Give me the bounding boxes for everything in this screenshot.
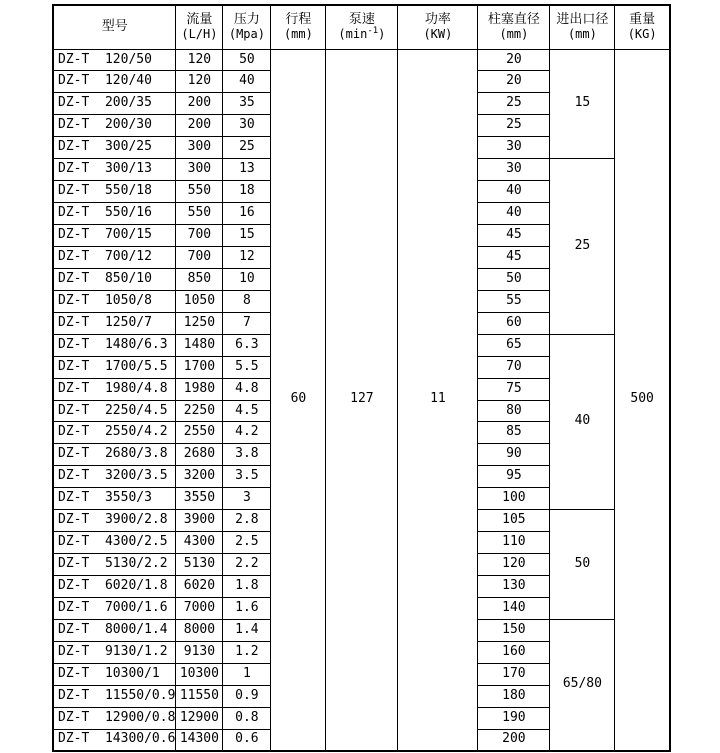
model-cell: DZ-T 1050/8 xyxy=(53,290,176,312)
model-cell: DZ-T 7000/1.6 xyxy=(53,597,176,619)
flow-cell: 3550 xyxy=(176,488,223,510)
plunger-diameter-cell: 20 xyxy=(478,71,550,93)
plunger-diameter-cell: 25 xyxy=(478,93,550,115)
header-pump-speed xyxy=(326,5,398,49)
model-cell: DZ-T 550/18 xyxy=(53,181,176,203)
flow-cell: 4300 xyxy=(176,532,223,554)
pressure-cell: 30 xyxy=(223,115,271,137)
flow-cell: 6020 xyxy=(176,576,223,598)
flow-cell: 300 xyxy=(176,137,223,159)
model-cell: DZ-T 14300/0.6 xyxy=(53,729,176,751)
pressure-cell: 1.6 xyxy=(223,597,271,619)
header-flow-label: 流量 xyxy=(186,11,213,27)
pump-speed-cell: 127 xyxy=(326,49,398,751)
model-cell: DZ-T 2550/4.2 xyxy=(53,422,176,444)
plunger-diameter-cell: 95 xyxy=(478,466,550,488)
model-cell: DZ-T 12900/0.8 xyxy=(53,707,176,729)
model-cell: DZ-T 200/35 xyxy=(53,93,176,115)
plunger-diameter-cell: 30 xyxy=(478,159,550,181)
plunger-diameter-cell: 200 xyxy=(478,729,550,751)
header-weight-unit: (KG) xyxy=(627,26,657,41)
plunger-diameter-cell: 30 xyxy=(478,137,550,159)
header-stroke-unit: (mm) xyxy=(283,26,313,41)
pressure-cell: 0.6 xyxy=(223,729,271,751)
model-cell: DZ-T 3550/3 xyxy=(53,488,176,510)
weight-cell: 500 xyxy=(615,49,670,751)
table-header xyxy=(53,5,670,49)
pump-speed-unit-exponent: -1 xyxy=(367,25,379,36)
plunger-diameter-cell: 40 xyxy=(478,181,550,203)
header-port-size-unit: (mm) xyxy=(567,26,597,41)
pressure-cell: 6.3 xyxy=(223,334,271,356)
plunger-diameter-cell: 65 xyxy=(478,334,550,356)
pressure-cell: 0.9 xyxy=(223,685,271,707)
pressure-cell: 15 xyxy=(223,225,271,247)
header-flow-unit: (L/H) xyxy=(181,26,218,41)
plunger-diameter-cell: 150 xyxy=(478,619,550,641)
model-cell: DZ-T 2250/4.5 xyxy=(53,400,176,422)
flow-cell: 9130 xyxy=(176,641,223,663)
flow-cell: 700 xyxy=(176,246,223,268)
flow-cell: 700 xyxy=(176,225,223,247)
model-cell: DZ-T 2680/3.8 xyxy=(53,444,176,466)
header-pump-speed-label: 泵速 xyxy=(348,11,375,27)
pressure-cell: 13 xyxy=(223,159,271,181)
plunger-diameter-cell: 90 xyxy=(478,444,550,466)
flow-cell: 1480 xyxy=(176,334,223,356)
pressure-cell: 1 xyxy=(223,663,271,685)
model-cell: DZ-T 850/10 xyxy=(53,268,176,290)
flow-cell: 1980 xyxy=(176,378,223,400)
pressure-cell: 3 xyxy=(223,488,271,510)
plunger-diameter-cell: 190 xyxy=(478,707,550,729)
pressure-cell: 0.8 xyxy=(223,707,271,729)
pressure-cell: 1.8 xyxy=(223,576,271,598)
model-cell: DZ-T 300/13 xyxy=(53,159,176,181)
model-cell: DZ-T 120/50 xyxy=(53,49,176,71)
flow-cell: 12900 xyxy=(176,707,223,729)
flow-cell: 200 xyxy=(176,115,223,137)
plunger-diameter-cell: 80 xyxy=(478,400,550,422)
flow-cell: 1700 xyxy=(176,356,223,378)
plunger-diameter-cell: 20 xyxy=(478,49,550,71)
pressure-cell: 10 xyxy=(223,268,271,290)
plunger-diameter-cell: 105 xyxy=(478,510,550,532)
flow-cell: 120 xyxy=(176,71,223,93)
flow-cell: 2250 xyxy=(176,400,223,422)
pressure-cell: 25 xyxy=(223,137,271,159)
header-port-size-label: 进出口径 xyxy=(556,11,609,27)
flow-cell: 14300 xyxy=(176,729,223,751)
flow-cell: 1250 xyxy=(176,312,223,334)
plunger-diameter-cell: 160 xyxy=(478,641,550,663)
stroke-cell: 60 xyxy=(271,49,326,751)
pressure-cell: 1.2 xyxy=(223,641,271,663)
plunger-diameter-cell: 170 xyxy=(478,663,550,685)
flow-cell: 850 xyxy=(176,268,223,290)
header-pressure-unit: (Mpa) xyxy=(228,26,265,41)
plunger-diameter-cell: 25 xyxy=(478,115,550,137)
flow-cell: 2550 xyxy=(176,422,223,444)
model-cell: DZ-T 700/15 xyxy=(53,225,176,247)
header-power-unit: (KW) xyxy=(423,26,453,41)
model-cell: DZ-T 1700/5.5 xyxy=(53,356,176,378)
pressure-cell: 4.2 xyxy=(223,422,271,444)
pressure-cell: 2.8 xyxy=(223,510,271,532)
plunger-diameter-cell: 40 xyxy=(478,203,550,225)
header-port-size xyxy=(550,5,615,49)
header-pressure-label: 压力 xyxy=(233,11,260,27)
header-plunger-diameter xyxy=(478,5,550,49)
plunger-diameter-cell: 60 xyxy=(478,312,550,334)
pressure-cell: 2.5 xyxy=(223,532,271,554)
model-cell: DZ-T 4300/2.5 xyxy=(53,532,176,554)
header-plunger-diameter-unit: (mm) xyxy=(499,26,529,41)
header-flow xyxy=(176,5,223,49)
header-stroke-label: 行程 xyxy=(285,11,312,27)
model-cell: DZ-T 550/16 xyxy=(53,203,176,225)
pressure-cell: 40 xyxy=(223,71,271,93)
model-cell: DZ-T 1980/4.8 xyxy=(53,378,176,400)
header-model xyxy=(53,5,176,49)
model-cell: DZ-T 6020/1.8 xyxy=(53,576,176,598)
port-size-cell: 65/80 xyxy=(550,619,615,751)
flow-cell: 120 xyxy=(176,49,223,71)
pressure-cell: 50 xyxy=(223,49,271,71)
plunger-diameter-cell: 85 xyxy=(478,422,550,444)
pressure-cell: 2.2 xyxy=(223,554,271,576)
header-weight-label: 重量 xyxy=(629,11,656,27)
table-row xyxy=(53,49,670,71)
plunger-diameter-cell: 75 xyxy=(478,378,550,400)
plunger-diameter-cell: 45 xyxy=(478,246,550,268)
plunger-diameter-cell: 100 xyxy=(478,488,550,510)
model-cell: DZ-T 200/30 xyxy=(53,115,176,137)
header-power-label: 功率 xyxy=(424,11,451,27)
pressure-cell: 3.8 xyxy=(223,444,271,466)
header-model-label: 型号 xyxy=(101,18,128,34)
model-cell: DZ-T 9130/1.2 xyxy=(53,641,176,663)
model-cell: DZ-T 3900/2.8 xyxy=(53,510,176,532)
flow-cell: 550 xyxy=(176,203,223,225)
plunger-diameter-cell: 55 xyxy=(478,290,550,312)
model-cell: DZ-T 5130/2.2 xyxy=(53,554,176,576)
model-cell: DZ-T 1480/6.3 xyxy=(53,334,176,356)
port-size-cell: 25 xyxy=(550,159,615,335)
header-stroke xyxy=(271,5,326,49)
model-cell: DZ-T 8000/1.4 xyxy=(53,619,176,641)
pressure-cell: 4.8 xyxy=(223,378,271,400)
power-cell: 11 xyxy=(398,49,478,751)
pressure-cell: 16 xyxy=(223,203,271,225)
pressure-cell: 8 xyxy=(223,290,271,312)
pressure-cell: 35 xyxy=(223,93,271,115)
flow-cell: 7000 xyxy=(176,597,223,619)
plunger-diameter-cell: 70 xyxy=(478,356,550,378)
port-size-cell: 15 xyxy=(550,49,615,159)
header-plunger-diameter-label: 柱塞直径 xyxy=(487,11,540,27)
model-cell: DZ-T 120/40 xyxy=(53,71,176,93)
model-cell: DZ-T 700/12 xyxy=(53,246,176,268)
pressure-cell: 1.4 xyxy=(223,619,271,641)
model-cell: DZ-T 10300/1 xyxy=(53,663,176,685)
flow-cell: 3200 xyxy=(176,466,223,488)
plunger-diameter-cell: 180 xyxy=(478,685,550,707)
header-pump-speed-unit xyxy=(326,25,397,42)
plunger-diameter-cell: 110 xyxy=(478,532,550,554)
plunger-diameter-cell: 130 xyxy=(478,576,550,598)
model-cell: DZ-T 3200/3.5 xyxy=(53,466,176,488)
header-power xyxy=(398,5,478,49)
flow-cell: 1050 xyxy=(176,290,223,312)
port-size-cell: 50 xyxy=(550,510,615,620)
plunger-diameter-cell: 50 xyxy=(478,268,550,290)
flow-cell: 550 xyxy=(176,181,223,203)
flow-cell: 2680 xyxy=(176,444,223,466)
port-size-cell: 40 xyxy=(550,334,615,510)
pump-speed-unit-prefix: (min xyxy=(338,26,368,41)
plunger-diameter-cell: 45 xyxy=(478,225,550,247)
pressure-cell: 18 xyxy=(223,181,271,203)
pump-speed-unit-suffix: ) xyxy=(378,26,386,41)
flow-cell: 11550 xyxy=(176,685,223,707)
flow-cell: 3900 xyxy=(176,510,223,532)
plunger-diameter-cell: 120 xyxy=(478,554,550,576)
spec-table-body xyxy=(53,49,670,751)
pressure-cell: 5.5 xyxy=(223,356,271,378)
pressure-cell: 4.5 xyxy=(223,400,271,422)
flow-cell: 200 xyxy=(176,93,223,115)
pressure-cell: 3.5 xyxy=(223,466,271,488)
flow-cell: 5130 xyxy=(176,554,223,576)
header-pressure xyxy=(223,5,271,49)
pressure-cell: 7 xyxy=(223,312,271,334)
model-cell: DZ-T 300/25 xyxy=(53,137,176,159)
flow-cell: 10300 xyxy=(176,663,223,685)
pressure-cell: 12 xyxy=(223,246,271,268)
pump-spec-table xyxy=(52,4,671,752)
flow-cell: 300 xyxy=(176,159,223,181)
header-row xyxy=(53,5,670,49)
plunger-diameter-cell: 140 xyxy=(478,597,550,619)
model-cell: DZ-T 1250/7 xyxy=(53,312,176,334)
model-cell: DZ-T 11550/0.9 xyxy=(53,685,176,707)
header-weight xyxy=(615,5,670,49)
flow-cell: 8000 xyxy=(176,619,223,641)
